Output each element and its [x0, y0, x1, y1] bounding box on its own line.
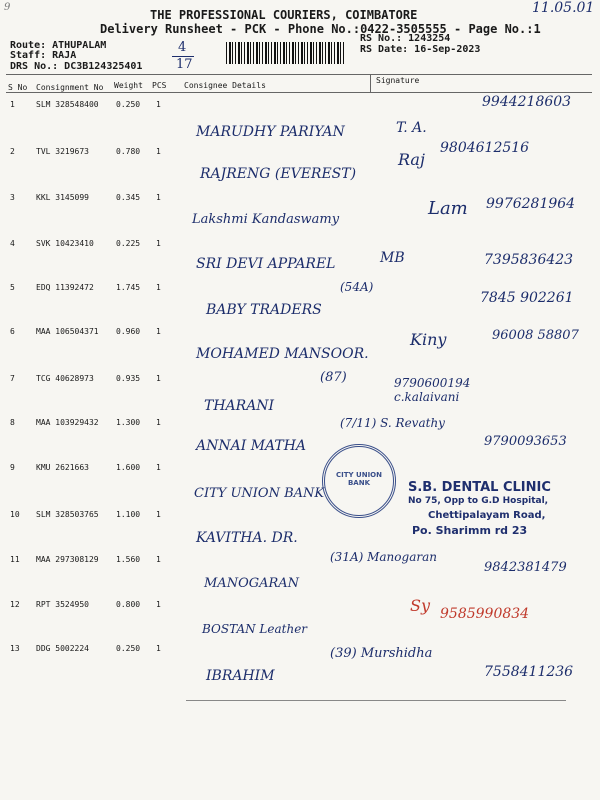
row-consignment: SVK 10423410	[36, 239, 94, 248]
row-sno: 10	[10, 510, 20, 519]
row-weight: 1.300	[116, 418, 141, 427]
row-sno: 11	[10, 555, 20, 564]
row-sno: 3	[10, 193, 15, 202]
row-pcs: 1	[156, 327, 161, 336]
row-pcs: 1	[156, 283, 161, 292]
row-consignee-name: SRI DEVI APPAREL	[196, 256, 336, 272]
row-signature: (31A) Manogaran	[330, 550, 437, 564]
row-signature: Kiny	[410, 330, 447, 349]
row-phone: 7845 902261	[480, 290, 574, 306]
row-pcs: 1	[156, 193, 161, 202]
row-phone: 9585990834	[440, 606, 530, 622]
row-weight: 0.225	[116, 239, 141, 248]
row-phone: 9976281964	[486, 196, 576, 212]
handwritten-count-top: 4	[178, 40, 187, 55]
row-consignment: KMU 2621663	[36, 463, 89, 472]
row-sno: 12	[10, 600, 20, 609]
row-signature: (7/11) S. Revathy	[340, 416, 445, 430]
row-consignment: EDQ 11392472	[36, 283, 94, 292]
handwritten-date: 11.05.01	[532, 0, 595, 16]
row-phone: 9790093653	[484, 434, 567, 449]
row-pcs: 1	[156, 100, 161, 109]
row-consignment: SLM 328503765	[36, 510, 99, 519]
row-signature: Sy	[410, 596, 430, 615]
col-weight: Weight	[114, 81, 143, 90]
row-consignment: DDG 5002224	[36, 644, 89, 653]
row-consignment: TCG 40628973	[36, 374, 94, 383]
row-pcs: 1	[156, 600, 161, 609]
row-phone: 96008 58807	[492, 328, 579, 343]
clinic-stamp-name: S.B. DENTAL CLINIC	[408, 480, 551, 495]
row-consignment: MAA 297308129	[36, 555, 99, 564]
drs-number: DRS No.: DC3B124325401	[10, 61, 143, 72]
row-signature: (39) Murshidha	[330, 646, 433, 661]
row-consignee-name: THARANI	[204, 398, 275, 414]
clinic-stamp-line1: No 75, Opp to G.D Hospital,	[408, 496, 549, 506]
row-signature: Lam	[428, 198, 468, 219]
row-sno: 6	[10, 327, 15, 336]
col-consignment: Consignment No	[36, 83, 104, 92]
rs-number: RS No.: 1243254	[360, 33, 451, 44]
company-title: THE PROFESSIONAL COURIERS, COIMBATORE	[150, 8, 418, 22]
route-label: Route: ATHUPALAM	[10, 40, 107, 51]
col-consignee-details: Consignee Details	[184, 81, 266, 90]
row-sno: 13	[10, 644, 20, 653]
row-weight: 1.560	[116, 555, 141, 564]
col-sno: S No	[8, 83, 28, 92]
row-pcs: 1	[156, 555, 161, 564]
row-sno: 8	[10, 418, 15, 427]
row-pcs: 1	[156, 463, 161, 472]
row-signature: T. A.	[396, 120, 427, 136]
row-pcs: 1	[156, 510, 161, 519]
row-signature: Raj	[398, 150, 425, 169]
row-weight: 0.780	[116, 147, 141, 156]
row-weight: 0.960	[116, 327, 141, 336]
clinic-stamp-line3: Po. Sharimm rd 23	[412, 524, 528, 537]
row-weight: 0.250	[116, 100, 141, 109]
row-consignee-name: MOHAMED MANSOOR.	[196, 346, 369, 362]
staff-label: Staff: RAJA	[10, 50, 77, 61]
row-sno: 5	[10, 283, 15, 292]
barcode	[226, 42, 346, 64]
row-pcs: 1	[156, 644, 161, 653]
row-sno: 9	[10, 463, 15, 472]
runsheet-title: Delivery Runsheet - PCK - Phone No.:0422-3505555 - Page No.:1	[100, 22, 541, 36]
row-sno: 7	[10, 374, 15, 383]
row-consignee-name: IBRAHIM	[206, 668, 275, 684]
row-pcs: 1	[156, 239, 161, 248]
handwritten-count-bottom: 17	[176, 57, 193, 72]
row-pcs: 1	[156, 147, 161, 156]
clinic-stamp-line2: Chettipalayam Road,	[428, 510, 546, 521]
row-consignee-name: KAVITHA. DR.	[196, 530, 298, 546]
row-signature: MB	[380, 250, 405, 266]
row-signature: (54A)	[340, 280, 374, 294]
row-phone: 9804612516	[440, 140, 530, 156]
row-consignment: SLM 328548400	[36, 100, 99, 109]
bank-seal-stamp	[322, 444, 396, 518]
row-consignee-name: Lakshmi Kandaswamy	[192, 212, 340, 227]
rs-date: RS Date: 16-Sep-2023	[360, 44, 481, 55]
row-phone: 7558411236	[484, 664, 574, 680]
bank-seal-text: CITY UNION BANK	[336, 471, 382, 487]
handwritten-corner-mark: 9	[4, 2, 11, 13]
row-consignment: MAA 103929432	[36, 418, 99, 427]
row-pcs: 1	[156, 374, 161, 383]
row-consignment: MAA 106504371	[36, 327, 99, 336]
row-weight: 0.935	[116, 374, 141, 383]
row-consignee-name: RAJRENG (EVEREST)	[200, 166, 357, 182]
row-consignment: RPT 3524950	[36, 600, 89, 609]
row-pcs: 1	[156, 418, 161, 427]
row-consignee-name: ANNAI MATHA	[196, 438, 307, 454]
row-signature: (87)	[320, 370, 347, 385]
row-sno: 2	[10, 147, 15, 156]
col-pcs: PCS	[152, 81, 167, 90]
col-signature: Signature	[376, 76, 420, 85]
row-phone: 9944218603	[482, 94, 572, 110]
row-consignee-name: BOSTAN Leather	[202, 622, 308, 636]
row-consignee-name: CITY UNION BANK	[194, 486, 325, 501]
row-weight: 0.800	[116, 600, 141, 609]
row-sno: 4	[10, 239, 15, 248]
row-weight: 1.745	[116, 283, 141, 292]
row-consignee-name: BABY TRADERS	[206, 302, 322, 318]
row-consignee-name: MARUDHY PARIYAN	[196, 124, 345, 140]
row-phone: 7395836423	[484, 252, 574, 268]
row-weight: 0.250	[116, 644, 141, 653]
row-consignment: TVL 3219673	[36, 147, 89, 156]
row-consignee-name: MANOGARAN	[204, 576, 300, 591]
row-consignment: KKL 3145099	[36, 193, 89, 202]
row-sno: 1	[10, 100, 15, 109]
row-weight: 1.100	[116, 510, 141, 519]
row-weight: 0.345	[116, 193, 141, 202]
row-phone: 9790600194 c.kalaivani	[394, 376, 471, 404]
row-phone: 9842381479	[484, 560, 567, 575]
row-weight: 1.600	[116, 463, 141, 472]
